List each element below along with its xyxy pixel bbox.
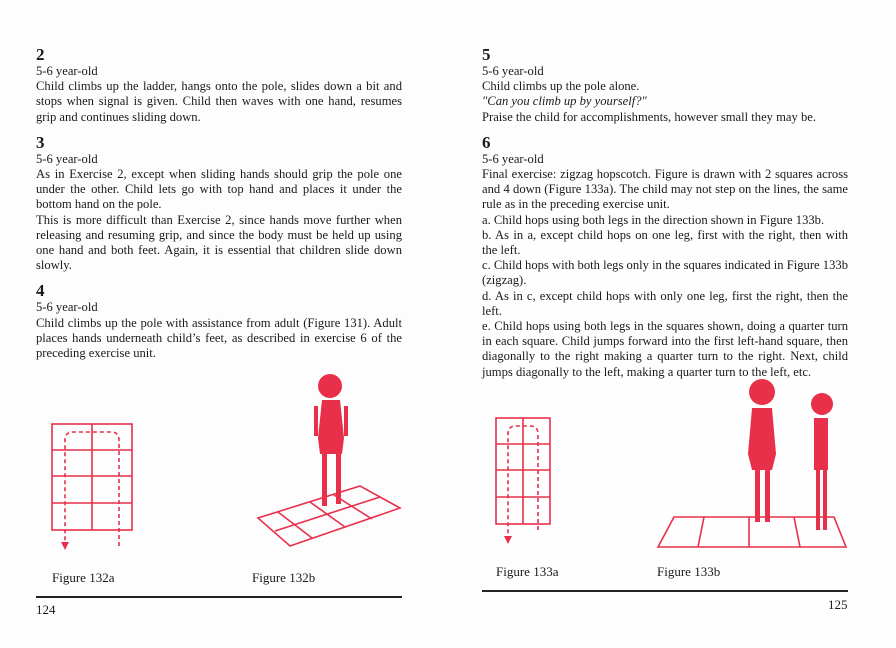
age-label: 5-6 year-old xyxy=(36,151,98,166)
age-label: 5-6 year-old xyxy=(482,64,544,78)
exercise-number: 5 xyxy=(482,45,491,64)
figure-caption-132b: Figure 132b xyxy=(252,570,316,585)
paragraph: Child climbs up the pole alone. xyxy=(482,79,640,94)
paragraph: a. Child hops using both legs in the direction shown in Figure 133b. xyxy=(482,212,825,227)
exercise-number: 6 xyxy=(482,132,491,152)
page-number: 125 xyxy=(828,597,848,612)
children-on-hopscotch-figure-133b xyxy=(654,362,854,554)
exercise-6 xyxy=(482,134,848,380)
right-page xyxy=(448,0,896,648)
exercise-number: 4 xyxy=(36,281,45,301)
figure-caption-133a: Figure 133a xyxy=(496,564,559,579)
age-label: 5-6 year-old xyxy=(36,300,98,315)
quote: "Can you climb up by yourself?" xyxy=(482,94,647,109)
paragraph: d. As in c, except child hops with only one leg, first the right, then the left. xyxy=(482,288,848,318)
paragraph: Child climbs up the pole with assistance from adult (Figure 131). Adult places hands underneath child’s feet, as described in exercise 6 of the preceding exercise unit. xyxy=(36,315,402,361)
paragraph: This is more difficult than Exercise 2, since hands move further when releasing and resuming grip, and since the body must be held up using one hand and both feet. Again, it is essential that children slide down slowly. xyxy=(36,212,402,273)
paragraph: As in Exercise 2, except when sliding hands should grip the pole one under the other. Child lets go with top hand and places it under the bottom hand on the pole. xyxy=(36,167,402,212)
paragraph: b. As in a, except child hops on one leg, first with the right, then with the left. xyxy=(482,227,848,258)
exercise-2 xyxy=(36,46,402,125)
paragraph: c. Child hops with both legs only in the squares indicated in Figure 133b (zigzag). xyxy=(482,258,848,288)
exercise-3 xyxy=(36,134,402,274)
age-label: 5-6 year-old xyxy=(36,64,98,78)
exercise-5 xyxy=(482,46,848,125)
paragraph: Child climbs up the ladder, hangs onto the pole, slides down a bit and stops when signal is given. Child then waves with one hand, resumes grip and continues sliding down. xyxy=(36,79,402,124)
hopscotch-grid-figure-132a xyxy=(44,418,144,558)
page-number: 124 xyxy=(36,602,56,617)
hopscotch-grid-figure-133a xyxy=(490,412,560,552)
exercise-number: 3 xyxy=(36,132,45,152)
figure-caption-133b: Figure 133b xyxy=(657,564,721,579)
paragraph: Final exercise: zigzag hopscotch. Figure is drawn with 2 squares across and 4 down (Figure 133a). The child may not step on the lines, the same rule as in the preceding exercise unit. xyxy=(482,167,848,212)
paragraph: Praise the child for accomplishments, however small they may be. xyxy=(482,109,816,124)
age-label: 5-6 year-old xyxy=(482,151,544,166)
footer-rule xyxy=(36,596,402,598)
paragraph: e. Child hops using both legs in the squares shown, doing a quarter turn in each square. Child jumps forward into the first left-hand square, then diagonally to the right making a quarter turn to the right. Next, child jumps diagonally to the left, making a quarter turn to the left, etc. xyxy=(482,319,848,379)
exercise-4 xyxy=(36,282,402,361)
child-on-hopscotch-figure-132b xyxy=(250,368,410,558)
left-text-column xyxy=(36,46,402,370)
footer-rule xyxy=(482,590,848,592)
exercise-number: 2 xyxy=(36,45,45,64)
right-text-column xyxy=(482,46,848,389)
figure-caption-132a: Figure 132a xyxy=(52,570,115,585)
